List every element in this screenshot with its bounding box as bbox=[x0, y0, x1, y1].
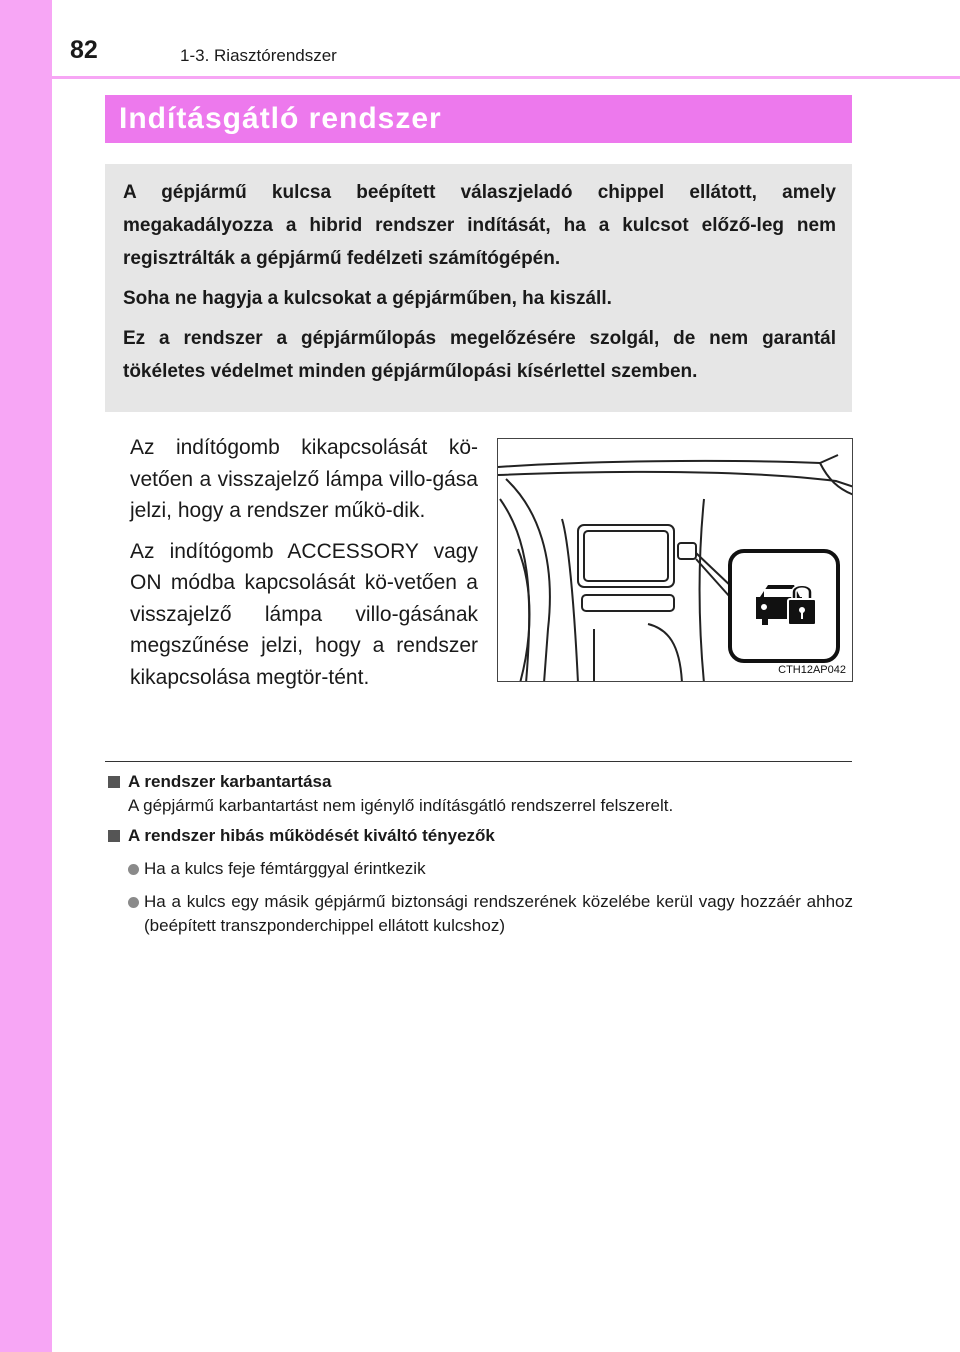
note-heading-text: A rendszer karbantartása bbox=[128, 772, 332, 791]
page-number: 82 bbox=[70, 36, 98, 64]
list-item-text: Ha a kulcs feje fémtárggyal érintkezik bbox=[144, 859, 426, 878]
body-paragraph: Az indítógomb ACCESSORY vagy ON módba kapcsolását kö-vetően a visszajelző lámpa villo-gásának megszűnése jelzi, hogy a rendszer kikapcsolása megtör-tént. bbox=[130, 539, 478, 689]
round-bullet-icon bbox=[128, 897, 139, 908]
list-item bbox=[108, 857, 853, 881]
side-tab-bar bbox=[0, 0, 52, 1352]
illustration-code: CTH12AP042 bbox=[778, 664, 846, 676]
round-bullet-icon bbox=[128, 864, 139, 875]
summary-paragraph: A gépjármű kulcsa beépített válaszjeladó chippel ellátott, amely megakadályozza a hibrid rendszer indítását, ha a kulcsot előző-leg nem regisztrálták a gépjármű fedélzeti számítógépén. bbox=[123, 182, 836, 269]
note-text: A gépjármű karbantartást nem igénylő indításgátló rendszerrel felszerelt. bbox=[128, 796, 674, 815]
section-title: Indításgátló rendszer bbox=[119, 102, 442, 135]
header-rule bbox=[52, 76, 960, 79]
summary-paragraph: Ez a rendszer a gépjárműlopás megelőzésére szolgál, de nem garantál tökéletes védelmet minden gépjárműlopási kísérlettel szemben. bbox=[123, 328, 836, 382]
section-divider bbox=[105, 761, 852, 762]
summary-box bbox=[105, 164, 852, 412]
body-text bbox=[130, 432, 478, 702]
summary-paragraph: Soha ne hagyja a kulcsokat a gépjárműben, ha kiszáll. bbox=[123, 288, 612, 309]
note-heading bbox=[108, 770, 853, 794]
note-heading-text: A rendszer hibás működését kiváltó tényezők bbox=[128, 826, 495, 845]
square-bullet-icon bbox=[108, 776, 120, 788]
list-item bbox=[108, 890, 853, 938]
section-title-band bbox=[105, 95, 852, 143]
dashboard-illustration bbox=[497, 438, 853, 682]
list-item-text: Ha a kulcs egy másik gépjármű biztonsági rendszerének közelébe kerül vagy hozzáér ahhoz (beépített transzponderchippel ellátott kulcshoz) bbox=[144, 892, 853, 935]
chapter-heading: 1-3. Riasztórendszer bbox=[180, 46, 337, 65]
dashboard-drawing bbox=[498, 439, 853, 682]
square-bullet-icon bbox=[108, 830, 120, 842]
body-paragraph: Az indítógomb kikapcsolását kö-vetően a visszajelző lámpa villo-gása jelzi, hogy a rendszer műkö-dik. bbox=[130, 436, 478, 522]
note-heading bbox=[108, 824, 853, 848]
notes-section bbox=[108, 770, 853, 938]
